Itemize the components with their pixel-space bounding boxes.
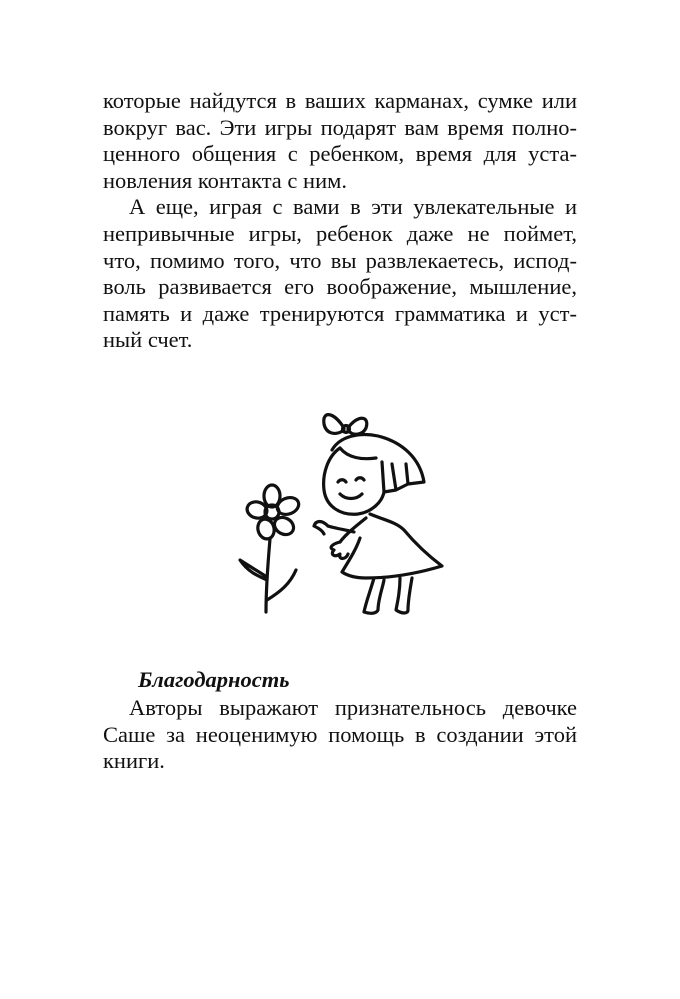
text-line: которые найдутся в ваших карманах, сумке или [103,88,577,113]
text-line: Авторы выражают признательнось девочке [129,695,577,720]
text-line: новления контакта с ним. [103,167,347,193]
text-line: Саше за неоценимую помощь в создании этой [103,721,577,747]
flower-icon [240,485,301,612]
text-line: что, помимо того, что вы развлекаетесь, испод- [103,247,577,273]
girl-with-flower-illustration [236,402,452,618]
text-line: книги. [103,748,165,774]
girl-with-flower-icon [236,402,452,618]
text-line: непривычные игры, ребенок даже не поймет, [103,220,577,246]
text-line: ценного общения с ребенком, время для уста- [103,141,577,167]
text-line: воль развивается его воображение, мышление, [103,274,577,300]
text-line: ный счет. [103,327,193,353]
text-line: вокруг вас. Эти игры подарят вам время полно- [103,114,577,140]
text-line: А еще, играя с вами в эти увлекательные и [129,194,577,220]
text-line: память и даже тренируются грамматика и уст- [103,300,577,326]
acknowledgement-heading: Благодарность [138,667,290,692]
girl-icon [314,415,442,614]
intro-text [103,88,577,354]
acknowledgement-text [103,695,577,775]
